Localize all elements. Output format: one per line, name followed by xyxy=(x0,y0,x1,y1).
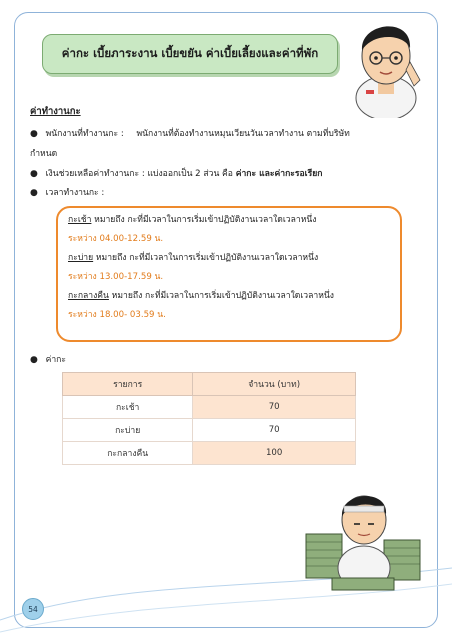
page-title-text: ค่ากะ เบี้ยภาระงาน เบี้ยขยัน ค่าเบี้ยเลี้ยงและค่าที่พัก xyxy=(61,46,319,60)
bullet-icon: ● xyxy=(30,355,38,365)
table-row xyxy=(63,396,356,419)
mascot-illustration xyxy=(348,8,428,118)
list-item xyxy=(30,166,322,180)
page-title xyxy=(42,34,338,74)
column-header-amount: จำนวน (บาท) xyxy=(193,373,356,396)
item-label: เงินช่วยเหลือค่าทำงานกะ : แบ่งออกเป็น 2 ส่วน คือ xyxy=(45,169,233,179)
item-label: เวลาทำงานกะ : xyxy=(45,188,105,198)
cell-item: กะเช้า xyxy=(63,396,193,419)
table-row xyxy=(63,442,356,465)
item-strong: ค่ากะ และค่ากะรอเรียก xyxy=(235,169,323,179)
bullet-icon: ● xyxy=(30,169,38,179)
list-item xyxy=(30,185,104,199)
item-text: พนักงานที่ต้องทำงานหมุนเวียนวันเวลาทำงาน ตามที่บริษัท xyxy=(136,129,350,139)
shift-row xyxy=(68,252,390,264)
cell-amount: 70 xyxy=(193,396,356,419)
shift-time: ระหว่าง 13.00-17.59 น. xyxy=(68,272,164,282)
page-number: 54 xyxy=(28,604,38,614)
shift-desc: หมายถึง กะที่มีเวลาในการเริ่มเข้าปฏิบัติงานเวลาใดเวลาหนึ่ง xyxy=(94,215,317,225)
table-header-row xyxy=(63,373,356,396)
shift-name: กะบ่าย xyxy=(68,253,94,263)
cell-amount: 70 xyxy=(193,419,356,442)
column-header-item: รายการ xyxy=(63,373,193,396)
list-item xyxy=(30,352,66,366)
shift-desc: หมายถึง กะที่มีเวลาในการเริ่มเข้าปฏิบัติงานเวลาใดเวลาหนึ่ง xyxy=(111,291,334,301)
list-item-continuation: กำหนด xyxy=(30,149,58,159)
shift-name: กะเช้า xyxy=(68,215,92,225)
section-heading: ค่าทำงานกะ xyxy=(30,106,81,117)
rates-label: ค่ากะ xyxy=(45,355,66,365)
cell-amount: 100 xyxy=(193,442,356,465)
shift-desc: หมายถึง กะที่มีเวลาในการเริ่มเข้าปฏิบัติงานเวลาใดเวลาหนึ่ง xyxy=(95,253,319,263)
page-number-badge xyxy=(22,598,44,620)
bullet-icon: ● xyxy=(30,188,38,198)
money-stack-illustration xyxy=(302,482,424,592)
list-item xyxy=(30,126,350,140)
shift-row xyxy=(68,214,390,226)
shift-name: กะกลางคืน xyxy=(68,291,109,301)
item-label: พนักงานที่ทำงานกะ : xyxy=(45,129,124,139)
table-row xyxy=(63,419,356,442)
rates-table xyxy=(62,372,356,465)
bullet-icon: ● xyxy=(30,129,38,139)
shift-row xyxy=(68,290,390,302)
shift-time: ระหว่าง 04.00-12.59 น. xyxy=(68,234,164,244)
shift-time: ระหว่าง 18.00- 03.59 น. xyxy=(68,310,166,320)
cell-item: กะกลางคืน xyxy=(63,442,193,465)
shift-definitions-box xyxy=(56,206,402,342)
cell-item: กะบ่าย xyxy=(63,419,193,442)
